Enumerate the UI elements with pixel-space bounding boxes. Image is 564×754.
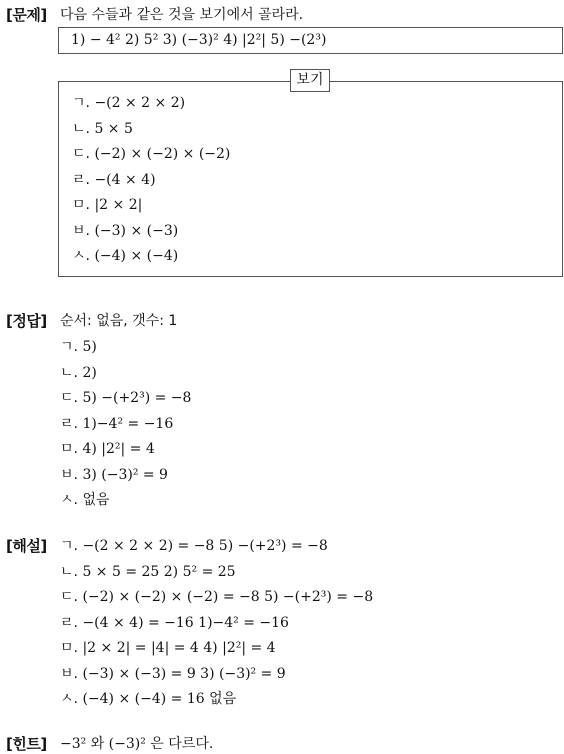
item-expression: 5 × 5 [94,120,133,137]
explanation-item [60,535,328,555]
item-prefix: ㄹ. [72,171,90,188]
hint-text: −3² 와 (−3)² 은 다르다. [60,736,214,752]
item-expression: 2) [82,364,97,381]
item-expression: |2 × 2| [94,197,143,213]
explanation-item [60,586,373,606]
item-prefix: ㅅ. [60,691,78,707]
item-expression: (−2) × (−2) × (−2) = −8 5) −(+2³) = −8 [82,589,374,605]
item-expression: −(2 × 2 × 2) [94,95,186,111]
bogi-item [72,118,133,138]
item-expression: (−3) × (−3) = 9 3) (−3)² = 9 [82,665,286,682]
bogi-item [72,169,156,189]
answer-item [60,336,97,356]
item-prefix: ㄱ. [60,538,78,554]
explanation-tag: [해설] [6,537,47,555]
explanation-item [60,612,289,632]
item-expression: 5 × 5 = 25 2) 5² = 25 [82,563,236,580]
bogi-item [72,194,142,214]
hint-tag: [힌트] [6,735,47,753]
answer-item [60,489,110,509]
explanation-item [60,688,236,708]
item-expression: 없음 [82,492,110,508]
item-expression: 4) |2²| = 4 [82,441,155,457]
item-prefix: ㄷ. [72,146,90,162]
item-prefix: ㅂ. [72,222,90,239]
item-expression: |2 × 2| = |4| = 4 4) |2²| = 4 [82,640,276,656]
question-text: 1) − 4² 2) 5² 3) (−3)² 4) |2²| 5) −(2³) [71,32,327,48]
answer-tag: [정답] [6,312,47,330]
item-expression: (−4) × (−4) [94,248,179,264]
explanation-item [60,561,236,581]
question-box [58,27,563,54]
bogi-item [72,143,230,163]
item-expression: −(4 × 4) [94,171,156,188]
item-prefix: ㄹ. [60,614,78,631]
item-prefix: ㅁ. [60,441,78,457]
answer-item [60,438,155,458]
item-prefix: ㅂ. [60,466,78,483]
bogi-item [72,220,178,240]
item-prefix: ㄹ. [60,415,78,432]
answer-header: 순서: 없음, 갯수: 1 [60,313,178,329]
item-prefix: ㅁ. [60,640,78,656]
item-expression: (−4) × (−4) = 16 없음 [82,691,237,707]
explanation-item [60,663,286,683]
bogi-item [72,245,178,265]
explanation-item [60,637,276,657]
item-expression: 1)−4² = −16 [82,415,174,432]
item-prefix: ㄷ. [60,589,78,605]
answer-item [60,413,173,433]
answer-item [60,387,191,407]
answer-item [60,362,97,382]
item-prefix: ㄴ. [60,364,78,381]
item-prefix: ㅅ. [60,492,78,508]
item-prefix: ㄴ. [60,563,78,580]
item-expression: (−2) × (−2) × (−2) [94,146,231,162]
problem-instruction: 다음 수들과 같은 것을 보기에서 골라라. [60,7,304,23]
answer-item [60,464,168,484]
item-prefix: ㄴ. [72,120,90,137]
item-prefix: ㅁ. [72,197,90,213]
item-expression: 3) (−3)² = 9 [82,466,168,483]
bogi-item [72,92,185,112]
item-prefix: ㄷ. [60,390,78,406]
item-expression: 5) [82,339,97,355]
item-prefix: ㅅ. [72,248,90,264]
item-expression: −(4 × 4) = −16 1)−4² = −16 [82,614,289,631]
item-prefix: ㄱ. [60,339,78,355]
item-prefix: ㄱ. [72,95,90,111]
item-expression: −(2 × 2 × 2) = −8 5) −(+2³) = −8 [82,538,328,554]
item-expression: (−3) × (−3) [94,222,179,239]
bogi-label: 보기 [290,69,330,92]
item-expression: 5) −(+2³) = −8 [82,390,192,406]
item-prefix: ㅂ. [60,665,78,682]
problem-tag: [문제] [6,6,47,24]
